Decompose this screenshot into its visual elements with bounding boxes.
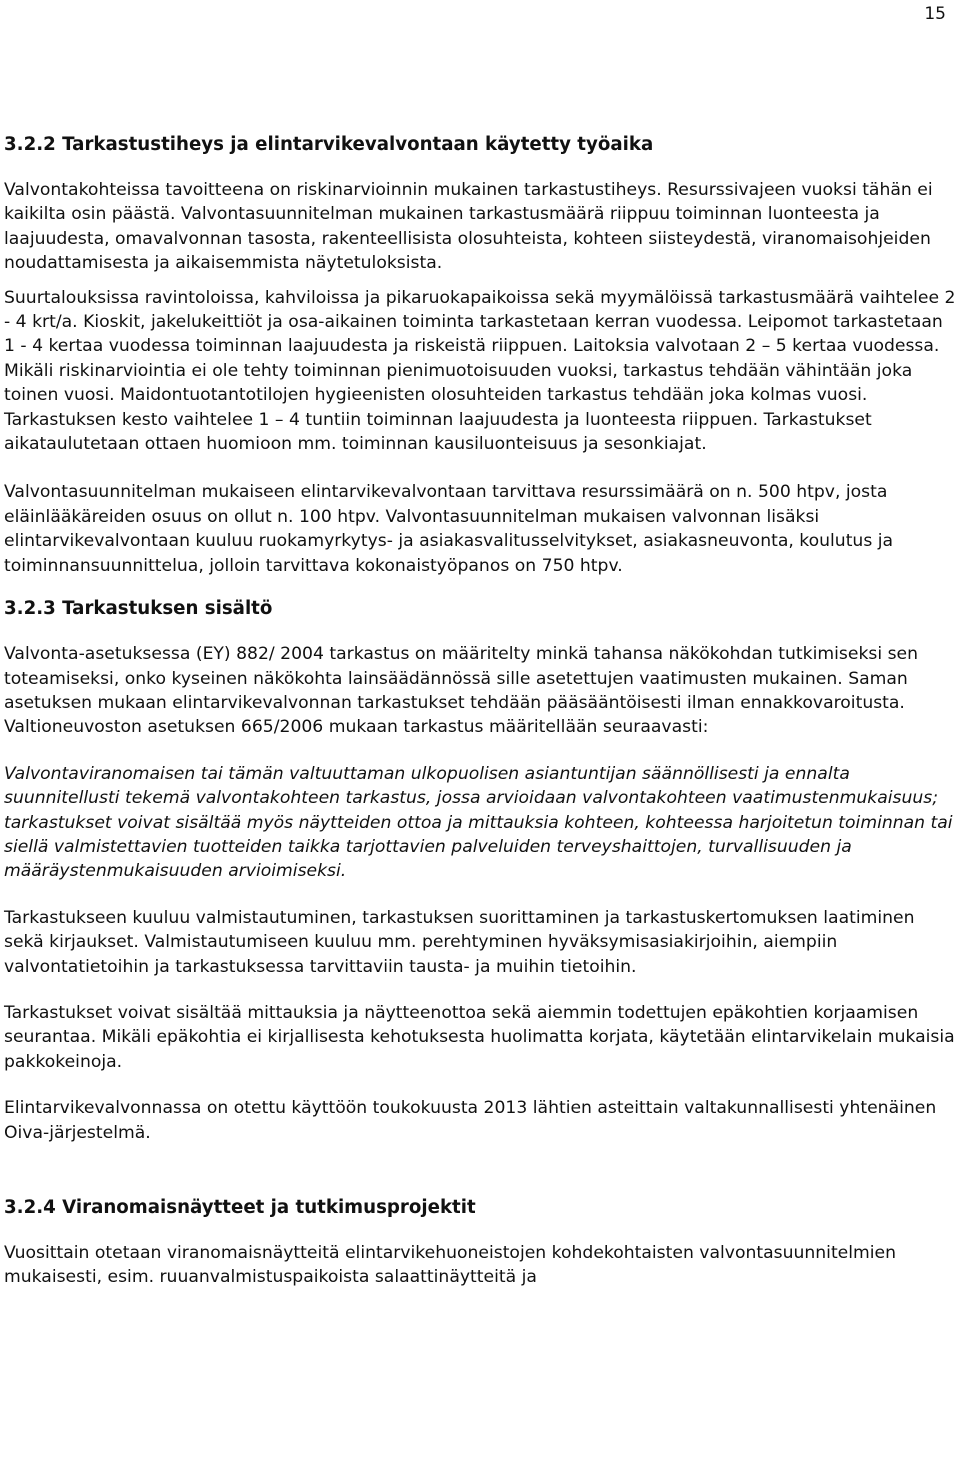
document-body — [4, 130, 958, 1290]
section-3-2-2 — [4, 130, 958, 578]
paragraph: Valvonta-asetuksessa (EY) 882/ 2004 tarkastus on määritelty minkä tahansa näkökohdan tutkimiseksi sen toteamiseksi, onko kyseinen näkökohta lainsäädännössä sille asetettujen vaatimusten mukainen. Saman asetuksen mukaan elintarvikevalvonnan tarkastukset tehdään pääsääntöisesti ilman ennakkovaroitusta. — [4, 644, 919, 713]
quote-paragraph: Valvontaviranomaisen tai tämän valtuuttaman ulkopuolisen asiantuntijan säännöllisesti ja ennalta suunnitellusti tekemä valvontakohteen tarkastus, jossa arvioidaan valvontakohteen vaatimustenmukaisuus; tarkastukset voivat sisältää myös näytteiden ottoa ja mittauksia kohteen, kohteessa harjoitetun toiminnan tai siellä valmistettavien tuotteiden taikka tarjottavien palveluiden terveyshaittojen, turvallisuuden ja määräystenmukaisuuden arvioimiseksi. — [4, 763, 953, 882]
section-heading: 3.2.2 Tarkastustiheys ja elintarvikevalvontaan käytetty työaika — [4, 134, 654, 155]
section-3-2-4 — [4, 1193, 958, 1290]
paragraph: Valtioneuvoston asetuksen 665/2006 mukaan tarkastus määritellään seuraavasti: — [4, 717, 709, 738]
paragraph: Vuosittain otetaan viranomaisnäytteitä elintarvikehuoneistojen kohdekohtaisten valvontasuunnitelmien mukaisesti, esim. ruuanvalmistuspaikoista salaattinäytteitä ja — [4, 1243, 897, 1288]
paragraph: Tarkastukseen kuuluu valmistautuminen, tarkastuksen suorittaminen ja tarkastuskertomuksen laatiminen sekä kirjaukset. Valmistautumiseen kuuluu mm. perehtyminen hyväksymisasiakirjoihin, aiempiin valvontatietoihin ja tarkastuksessa tarvittaviin tausta- ja muihin tietoihin. — [4, 907, 915, 977]
section-3-2-3 — [4, 594, 958, 1145]
paragraph: Suurtalouksissa ravintoloissa, kahviloissa ja pikaruokapaikoissa sekä myymälöissä tarkastusmäärä vaihtelee 2 - 4 krt/a. Kioskit, jakelukeittiöt ja osa-aikainen toiminta tarkastetaan kerran vuodessa. Leipomot tarkastetaan 1 - 4 kertaa vuodessa toiminnan laajuudesta ja riskeistä riippuen. Laitoksia valvotaan 2 – 5 kertaa vuodessa. Mikäli riskinarviointia ei ole tehty toiminnan pienimuotoisuuden vuoksi, tarkastus tehdään vähintään joka toinen vuosi. Maidontuotantotilojen hygieenisten olosuhteiden tarkastus tehdään joka kolmas vuosi. Tarkastuksen kesto vaihtelee 1 – 4 tuntiin toiminnan laajuudesta ja luonteesta riippuen. Tarkastukset aikataulutetaan ottaen huomioon mm. toiminnan kausiluonteisuus ja sesonkiajat. — [4, 287, 956, 455]
paragraph: Valvontasuunnitelman mukaiseen elintarvikevalvontaan tarvittava resurssimäärä on n. 500 htpv, josta eläinlääkäreiden osuus on ollut n. 100 htpv. Valvontasuunnitelman mukaisen valvonnan lisäksi elintarvikevalvontaan kuuluu ruokamyrkytys- ja asiakasvalitusselvitykset, asiakasneuvonta, koulutus ja toiminnansuunnittelua, jolloin tarvittava kokonaistyöpanos on 750 htpv. — [4, 482, 894, 576]
paragraph: Valvontakohteissa tavoitteena on riskinarvioinnin mukainen tarkastustiheys. Resurssivajeen vuoksi tähän ei kaikilta osin päästä. Valvontasuunnitelman mukainen tarkastusmäärä riippuu toiminnan luonteesta ja laajuudesta, omavalvonnan tasosta, rakenteellisista olosuhteista, kohteen siisteydestä, viranomaisohjeiden noudattamisesta ja aikaisemmista näytetuloksista. — [4, 180, 933, 274]
section-heading: 3.2.4 Viranomaisnäytteet ja tutkimusprojektit — [4, 1197, 476, 1218]
paragraph: Tarkastukset voivat sisältää mittauksia ja näytteenottoa sekä aiemmin todettujen epäkohtien korjaamisen seurantaa. Mikäli epäkohtia ei kirjallisesta kehotuksesta huolimatta korjata, käytetään elintarvikelain mukaisia pakkokeinoja. — [4, 1002, 955, 1072]
paragraph: Elintarvikevalvonnassa on otettu käyttöön toukokuusta 2013 lähtien asteittain valtakunnallisesti yhtenäinen Oiva-järjestelmä. — [4, 1098, 937, 1143]
page-number: 15 — [924, 4, 946, 24]
section-heading: 3.2.3 Tarkastuksen sisältö — [4, 598, 273, 620]
